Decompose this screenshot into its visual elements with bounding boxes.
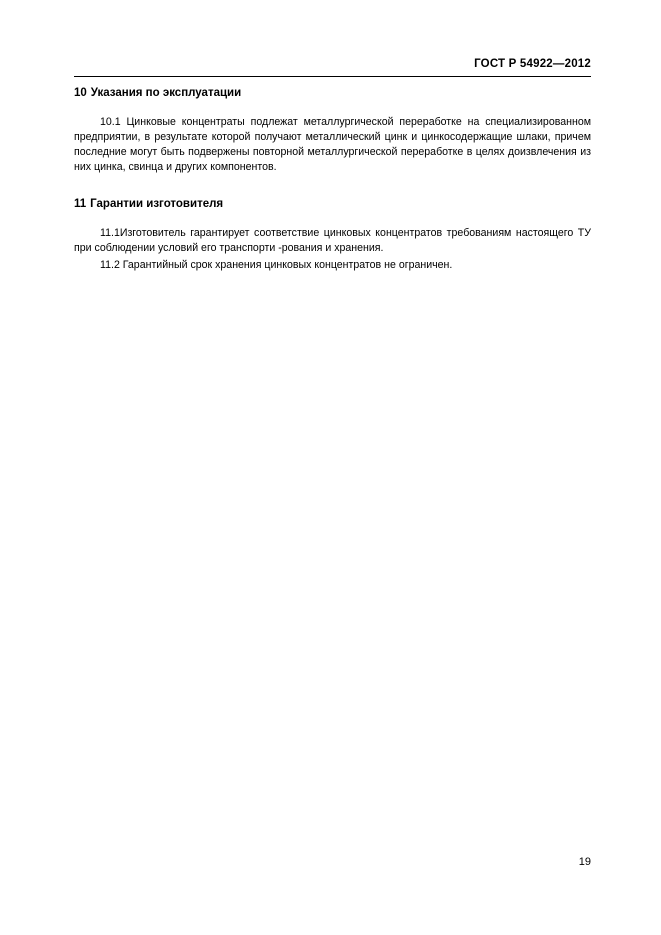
page-number: 19 <box>578 856 591 868</box>
section-heading-10 <box>74 86 591 101</box>
header-divider <box>74 76 591 77</box>
section-title-10: Указания по эксплуатации <box>90 87 242 99</box>
spacer <box>74 101 591 115</box>
page-header-standard-number: ГОСТ Р 54922—2012 <box>474 58 591 70</box>
section-title-11: Гарантии изготовителя <box>90 198 224 211</box>
paragraph-10-1: 10.1 Цинковые концентраты подлежат металлургической переработке на специализированном предприятии, в результате которой получают металлический цинк и цинкосодержащие шлаки, причем последние могут быть подвержены повторной металлургической переработке в целях доизвлечения из них цинка, свинца и других компонентов. <box>74 115 591 174</box>
paragraph-11-1: 11.1Изготовитель гарантирует соответствие цинковых концентратов требованиям настоящего ТУ при соблюдении условий его транспорти -рования и хранения. <box>74 227 591 255</box>
spacer <box>74 212 591 226</box>
section-heading-11 <box>74 197 591 212</box>
section-number-11: 11 <box>74 198 87 211</box>
spacer <box>74 175 591 197</box>
paragraph-11-2: 11.2 Гарантийный срок хранения цинковых концентратов не ограничен. <box>100 259 453 272</box>
page-content <box>74 86 591 273</box>
section-number-10: 10 <box>74 87 87 99</box>
